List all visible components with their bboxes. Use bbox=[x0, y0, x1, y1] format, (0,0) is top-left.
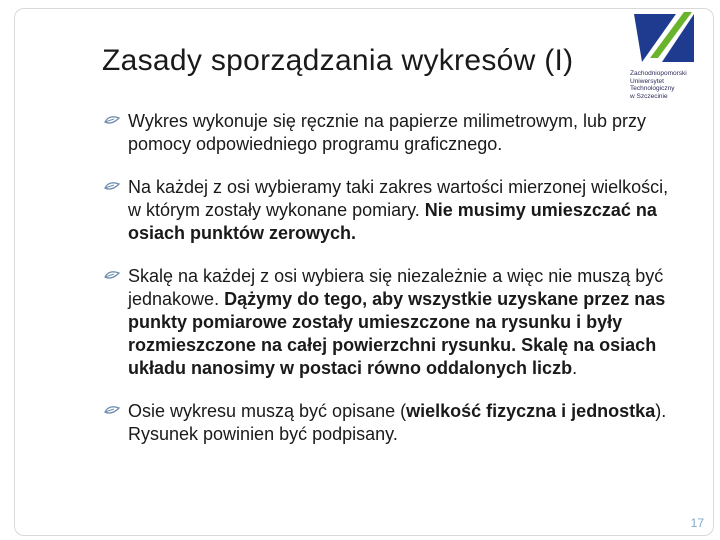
bullet-item bbox=[104, 400, 684, 446]
logo-line: Technologiczny bbox=[630, 85, 675, 92]
leaf-bullet-icon bbox=[104, 115, 120, 128]
leaf-bullet-icon bbox=[104, 181, 120, 194]
slide-title: Zasady sporządzania wykresów (I) bbox=[102, 44, 574, 77]
bullet-text-bold: Dążymy do tego, aby wszystkie uzyskane przez nas punkty pomiarowe zostały umieszczone na rysunku i były rozmieszczone na całej powierzchni rysunku. Skalę na osiach układu nanosimy w postaci równo oddalonych liczb bbox=[128, 289, 666, 378]
logo-line: Zachodniopomorski bbox=[630, 70, 687, 77]
bullet-text: Skalę na każdej z osi wybiera się niezależnie a więc nie muszą być jednakowe. bbox=[128, 266, 664, 309]
bullet-item bbox=[104, 265, 684, 380]
logo-line: Uniwersytet bbox=[630, 77, 664, 85]
university-logo bbox=[624, 10, 714, 98]
leaf-bullet-icon bbox=[104, 270, 120, 283]
bullet-text: Na każdej z osi wybieramy taki zakres wartości mierzonej wielkości, w którym zostały wykonane pomiary. bbox=[128, 177, 669, 220]
bullet-item bbox=[104, 110, 684, 156]
page-number: 17 bbox=[690, 516, 704, 530]
bullet-item bbox=[104, 176, 684, 245]
logo-text bbox=[630, 70, 714, 100]
leaf-bullet-icon bbox=[104, 405, 120, 418]
bullet-text: Osie wykresu muszą być opisane ( bbox=[128, 401, 407, 421]
bullet-text-bold: wielkość fizyczna i jednostka bbox=[406, 401, 656, 421]
logo-mark-icon bbox=[632, 10, 694, 66]
logo-line: w Szczecinie bbox=[630, 92, 668, 100]
bullet-text: ). Rysunek powinien być podpisany. bbox=[128, 401, 667, 444]
bullet-text: . bbox=[572, 358, 578, 378]
bullet-list bbox=[104, 110, 684, 466]
bullet-text-bold: Nie musimy umieszczać na osiach punktów zerowych. bbox=[128, 200, 657, 243]
bullet-text: Wykres wykonuje się ręcznie na papierze milimetrowym, lub przy pomocy odpowiedniego programu graficznego. bbox=[128, 111, 647, 154]
